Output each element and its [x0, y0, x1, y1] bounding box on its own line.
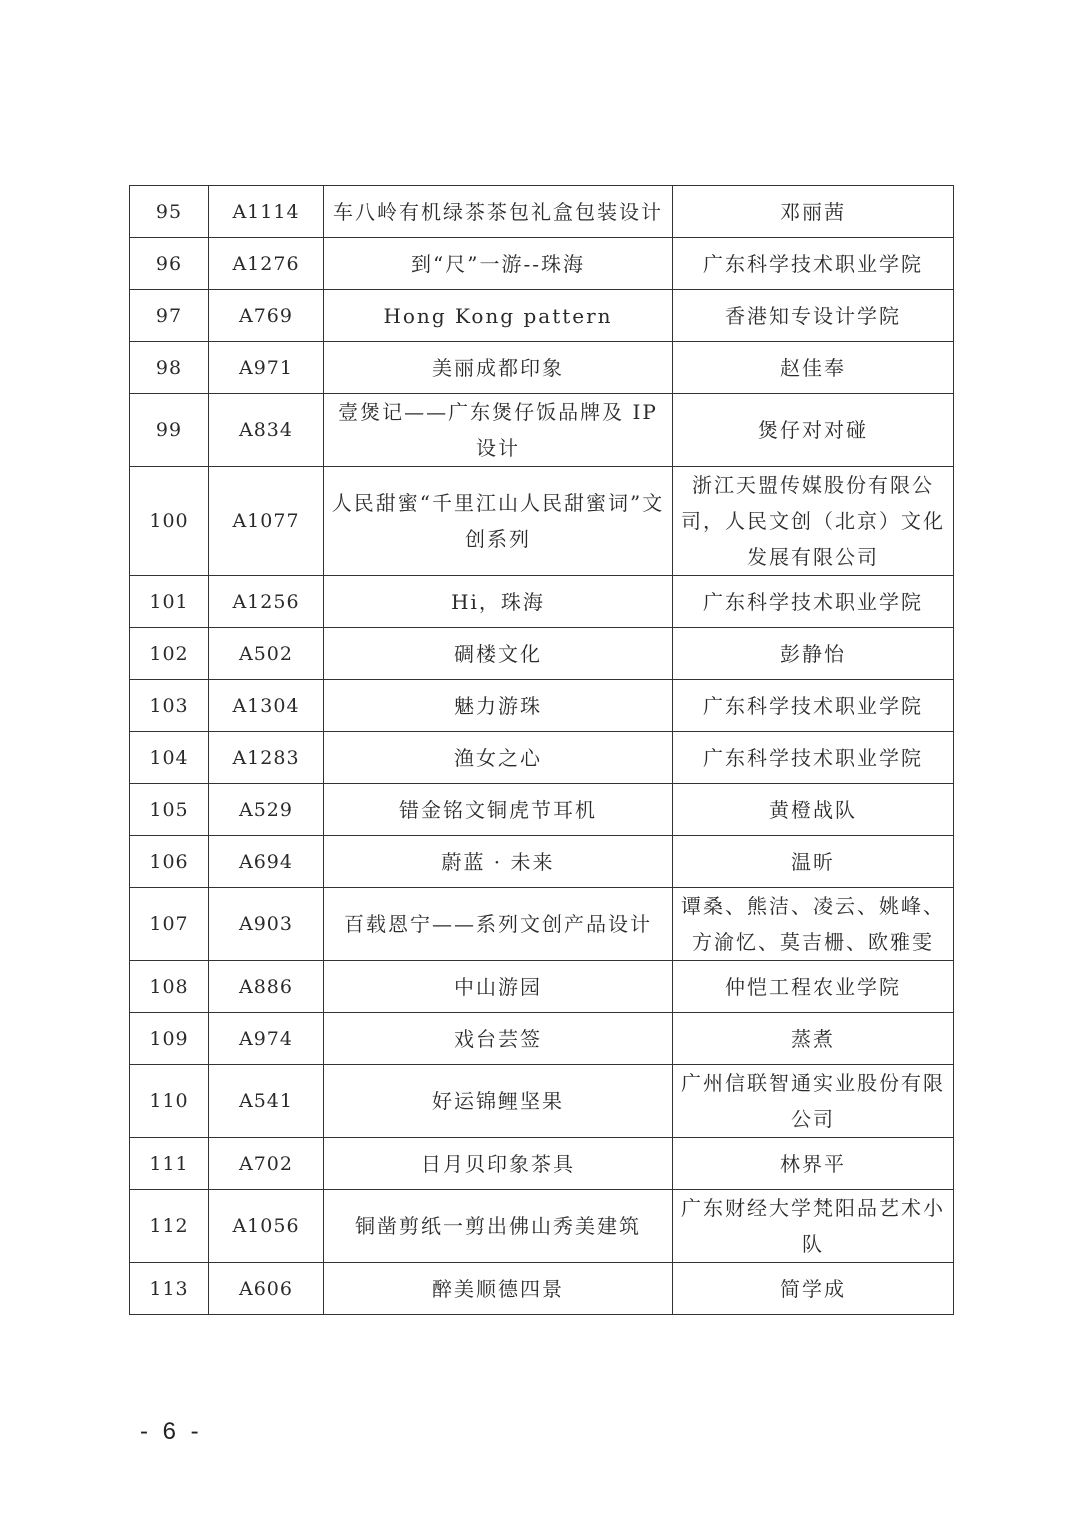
author-cell: 邓丽茜: [673, 186, 954, 238]
author-cell: 广东科学技术职业学院: [673, 576, 954, 628]
work-title-cell: 错金铭文铜虎节耳机: [324, 784, 673, 836]
author-cell: 简学成: [673, 1263, 954, 1315]
row-number-cell: 109: [130, 1013, 209, 1065]
table-row: [130, 467, 954, 576]
awards-table-body: [130, 186, 954, 1315]
row-number-cell: 113: [130, 1263, 209, 1315]
author-cell: 温昕: [673, 836, 954, 888]
table-row: [130, 784, 954, 836]
row-number-cell: 105: [130, 784, 209, 836]
entry-code-cell: A971: [209, 342, 324, 394]
author-cell: 广东科学技术职业学院: [673, 238, 954, 290]
work-title-cell: 车八岭有机绿茶茶包礼盒包装设计: [324, 186, 673, 238]
work-title-cell: Hi，珠海: [324, 576, 673, 628]
row-number-cell: 110: [130, 1065, 209, 1138]
table-row: [130, 186, 954, 238]
author-cell: 仲恺工程农业学院: [673, 961, 954, 1013]
entry-code-cell: A1114: [209, 186, 324, 238]
work-title-cell: Hong Kong pattern: [324, 290, 673, 342]
entry-code-cell: A886: [209, 961, 324, 1013]
entry-code-cell: A834: [209, 394, 324, 467]
author-cell: 赵佳奉: [673, 342, 954, 394]
work-title-cell: 日月贝印象茶具: [324, 1138, 673, 1190]
entry-code-cell: A529: [209, 784, 324, 836]
table-row: [130, 836, 954, 888]
entry-code-cell: A974: [209, 1013, 324, 1065]
row-number-cell: 103: [130, 680, 209, 732]
entry-code-cell: A1276: [209, 238, 324, 290]
author-cell: 广州信联智通实业股份有限公司: [673, 1065, 954, 1138]
author-cell: 彭静怡: [673, 628, 954, 680]
author-cell: 蒸煮: [673, 1013, 954, 1065]
row-number-cell: 108: [130, 961, 209, 1013]
entry-code-cell: A1283: [209, 732, 324, 784]
table-row: [130, 1065, 954, 1138]
row-number-cell: 99: [130, 394, 209, 467]
work-title-cell: 醉美顺德四景: [324, 1263, 673, 1315]
entry-code-cell: A606: [209, 1263, 324, 1315]
author-cell: 广东科学技术职业学院: [673, 680, 954, 732]
work-title-cell: 蔚蓝 · 未来: [324, 836, 673, 888]
table-row: [130, 394, 954, 467]
row-number-cell: 111: [130, 1138, 209, 1190]
work-title-cell: 渔女之心: [324, 732, 673, 784]
entry-code-cell: A1304: [209, 680, 324, 732]
work-title-cell: 壹煲记——广东煲仔饭品牌及 IP 设计: [324, 394, 673, 467]
entry-code-cell: A769: [209, 290, 324, 342]
row-number-cell: 96: [130, 238, 209, 290]
page-number: - 6 -: [140, 1418, 203, 1445]
entry-code-cell: A1077: [209, 467, 324, 576]
table-row: [130, 732, 954, 784]
author-cell: 香港知专设计学院: [673, 290, 954, 342]
author-cell: 煲仔对对碰: [673, 394, 954, 467]
row-number-cell: 95: [130, 186, 209, 238]
author-cell: 林界平: [673, 1138, 954, 1190]
entry-code-cell: A1256: [209, 576, 324, 628]
row-number-cell: 112: [130, 1190, 209, 1263]
entry-code-cell: A1056: [209, 1190, 324, 1263]
awards-table: [129, 185, 954, 1315]
entry-code-cell: A702: [209, 1138, 324, 1190]
entry-code-cell: A502: [209, 628, 324, 680]
row-number-cell: 102: [130, 628, 209, 680]
work-title-cell: 百载恩宁——系列文创产品设计: [324, 888, 673, 961]
author-cell: 黄橙战队: [673, 784, 954, 836]
row-number-cell: 101: [130, 576, 209, 628]
row-number-cell: 98: [130, 342, 209, 394]
author-cell: 谭桑、熊洁、凌云、姚峰、方渝忆、莫吉栅、欧雅雯: [673, 888, 954, 961]
table-row: [130, 342, 954, 394]
table-row: [130, 961, 954, 1013]
row-number-cell: 106: [130, 836, 209, 888]
table-row: [130, 1263, 954, 1315]
row-number-cell: 104: [130, 732, 209, 784]
row-number-cell: 97: [130, 290, 209, 342]
entry-code-cell: A903: [209, 888, 324, 961]
work-title-cell: 人民甜蜜“千里江山人民甜蜜词”文创系列: [324, 467, 673, 576]
work-title-cell: 好运锦鲤坚果: [324, 1065, 673, 1138]
table-row: [130, 1013, 954, 1065]
table-row: [130, 680, 954, 732]
row-number-cell: 100: [130, 467, 209, 576]
table-row: [130, 628, 954, 680]
work-title-cell: 碉楼文化: [324, 628, 673, 680]
author-cell: 广东财经大学梵阳品艺术小队: [673, 1190, 954, 1263]
entry-code-cell: A541: [209, 1065, 324, 1138]
table-row: [130, 576, 954, 628]
author-cell: 广东科学技术职业学院: [673, 732, 954, 784]
work-title-cell: 到“尺”一游--珠海: [324, 238, 673, 290]
entry-code-cell: A694: [209, 836, 324, 888]
table-row: [130, 1190, 954, 1263]
work-title-cell: 美丽成都印象: [324, 342, 673, 394]
table-row: [130, 1138, 954, 1190]
author-cell: 浙江天盟传媒股份有限公司，人民文创（北京）文化发展有限公司: [673, 467, 954, 576]
table-row: [130, 888, 954, 961]
work-title-cell: 中山游园: [324, 961, 673, 1013]
work-title-cell: 戏台芸签: [324, 1013, 673, 1065]
table-row: [130, 238, 954, 290]
work-title-cell: 魅力游珠: [324, 680, 673, 732]
work-title-cell: 铜凿剪纸一剪出佛山秀美建筑: [324, 1190, 673, 1263]
row-number-cell: 107: [130, 888, 209, 961]
table-row: [130, 290, 954, 342]
